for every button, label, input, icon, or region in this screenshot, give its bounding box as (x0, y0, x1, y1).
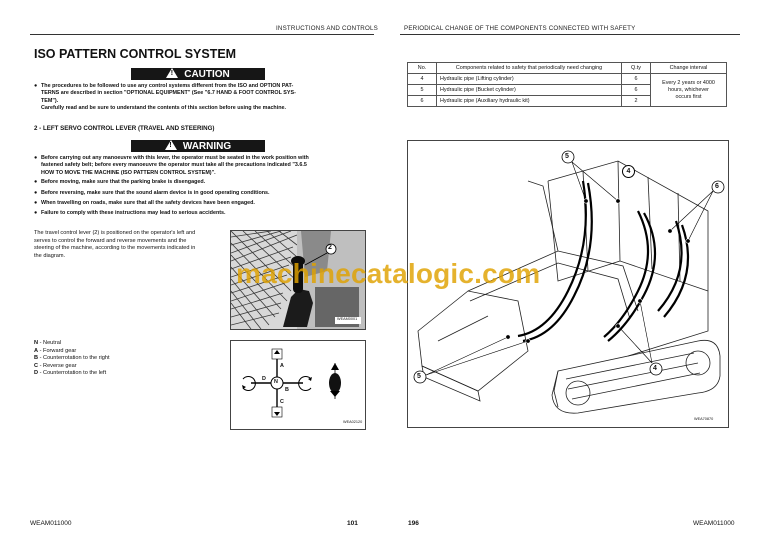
interval-line: hours, whichever (668, 86, 709, 93)
callout-4-top: 4 (622, 165, 635, 178)
body-line: the diagram. (34, 252, 66, 259)
warning-triangle-icon (165, 140, 177, 150)
right-page-header: PERIODICAL CHANGE OF THE COMPONENTS CONNECTED WITH SAFETY (404, 25, 636, 32)
caution-line: TEM"). (41, 97, 59, 104)
interval-line: occurs first (675, 93, 702, 100)
caution-line: Carefully read and be sure to understand the contents of this section before using the machine. (41, 105, 287, 112)
callout-6: 6 (715, 183, 719, 190)
warning-item: fastened safety belt; before every manoeuvre the operator must take all the precautions indicated "3.6.5 (41, 162, 307, 169)
control-diagram-drawing (231, 341, 365, 429)
table-header: Change interval (651, 63, 727, 74)
legend-item: C - Reverse gear (34, 362, 77, 369)
figure-code: WEA70870 (694, 417, 714, 421)
right-header-rule (400, 34, 740, 35)
caution-line: The procedures to be followed to use any control systems different from the ISO and OPTION PAT- (41, 83, 294, 89)
table-header-row (408, 63, 727, 74)
warning-banner (131, 140, 265, 152)
left-page-number: 101 (347, 520, 358, 527)
left-footer-code: WEAM011000 (30, 520, 72, 527)
body-line: serves to control the forward and reverse movements and the (34, 237, 187, 244)
change-interval-cell (651, 74, 727, 107)
left-header-rule (30, 34, 374, 35)
right-page-number: 196 (408, 520, 419, 527)
warning-label: WARNING (182, 141, 232, 152)
legend-item: D - Counterrotation to the left (34, 370, 107, 376)
table-cell: 4 (408, 74, 437, 85)
callout-4-bottom: 4 (653, 365, 657, 372)
legend-item: N - Neutral (34, 340, 62, 346)
caution-text: ● The procedures to be followed to use any control systems different from the ISO and OPTION PAT- TERNS are described in section "OPTIONAL EQUIPMENT" (See "6.7 HAND & FOOT CONTROL SYS- TEM"). Carefully read and be sure to understand the contents of this section before using the machine. (34, 83, 369, 113)
caution-line: TERNS are described in section "OPTIONAL EQUIPMENT" (See "6.7 HAND & FOOT CONTROL SYS- (41, 90, 296, 97)
interval-line: Every 2 years or 4000 (662, 79, 715, 86)
table-cell: 6 (622, 85, 651, 96)
gear-d-label: D (262, 376, 266, 382)
warning-item: Failure to comply with these instructions may lead to serious accidents. (41, 210, 226, 217)
figure-code: WEAM0001 (337, 317, 358, 321)
safety-components-table (407, 62, 727, 107)
table-cell: 6 (622, 74, 651, 85)
watermark: machinecatalogic.com (236, 258, 541, 289)
control-diagram (230, 340, 366, 430)
table-header: Q.ty (622, 63, 651, 74)
callout-5-top: 5 (565, 153, 569, 160)
legend (34, 340, 224, 378)
table-cell: 6 (408, 96, 437, 107)
caution-label: CAUTION (184, 69, 230, 80)
body-line: The travel control lever (2) is positioned on the operator's left and (34, 230, 196, 236)
callout-2: 2 (328, 244, 332, 251)
table-cell: 5 (408, 85, 437, 96)
section-heading: 2 - LEFT SERVO CONTROL LEVER (TRAVEL AND STEERING) (34, 125, 215, 132)
gear-b-label: B (285, 387, 289, 393)
warning-triangle-icon (166, 68, 178, 78)
body-text (34, 230, 226, 260)
table-cell: Hydraulic pipe (Auxiliary hydraulic kit) (437, 96, 622, 107)
legend-item: A - Forward gear (34, 347, 77, 354)
figure-code: WEA02120 (343, 420, 363, 424)
table-header: Components related to safety that periodically need changing (437, 63, 622, 74)
gear-c-label: C (280, 399, 284, 405)
warning-item: When travelling on roads, make sure that all the safety devices have been engaged. (41, 200, 255, 207)
table-cell: Hydraulic pipe (Bucket cylinder) (437, 85, 622, 96)
page-title: ISO PATTERN CONTROL SYSTEM (34, 47, 237, 61)
table-cell: 2 (622, 96, 651, 107)
callout-5-bottom: 5 (417, 373, 421, 380)
left-page-header: INSTRUCTIONS AND CONTROLS (276, 25, 378, 32)
body-line: steering of the machine, according to the movements indicated in (34, 245, 196, 251)
gear-a-label: A (280, 363, 284, 369)
warning-item: Before carrying out any manoeuvre with this lever, the operator must be seated in the work position with (41, 155, 309, 161)
warning-item: Before moving, make sure that the parking brake is disengaged. (41, 179, 206, 186)
warning-item: Before reversing, make sure that the sound alarm device is in good operating conditions. (41, 189, 270, 196)
caution-banner (131, 68, 265, 80)
table-row (408, 74, 727, 85)
gear-n-label: N (274, 379, 278, 385)
legend-item: B - Counterrotation to the right (34, 355, 110, 361)
warning-list: ● Before carrying out any manoeuvre with this lever, the operator must be seated in the work position with fastened safety belt; before every manoeuvre the operator must take all the precautions indicated "3.6.5 HOW TO MOVE THE MACHINE (ISO PATTERN CONTROL SYSTEM)". ● Before moving, make sure that the parking brake is disengaged. ● Before reversing, make sure that the sound alarm device is in good operating conditions. ● When travelling on roads, make sure that all the safety devices have been engaged. ● Failure to comply with these instructions may lead to serious accidents. (34, 155, 369, 218)
warning-item: HOW TO MOVE THE MACHINE (ISO PATTERN CONTROL SYSTEM)". (41, 169, 216, 176)
table-cell: Hydraulic pipe (Lifting cylinder) (437, 74, 622, 85)
right-footer-code: WEAM011000 (693, 520, 735, 527)
table-header: No. (408, 63, 437, 74)
